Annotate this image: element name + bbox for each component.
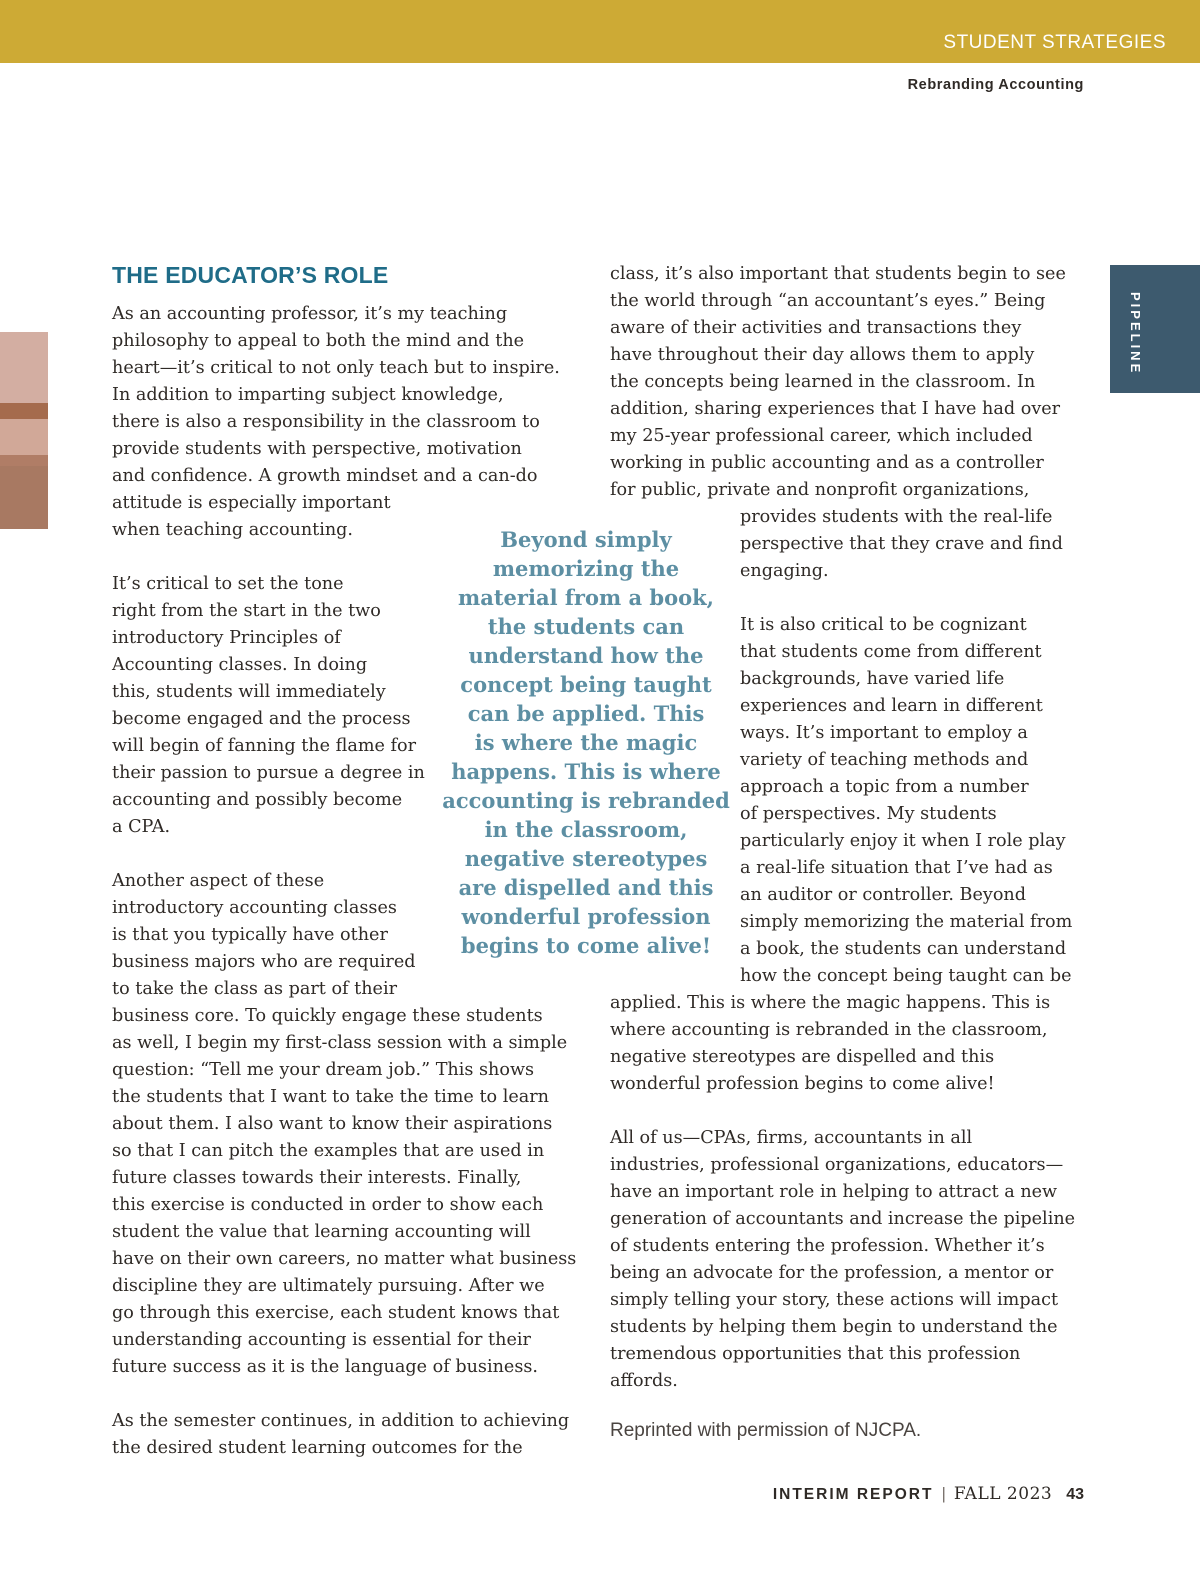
text-line: this, students will immediately: [112, 682, 386, 702]
text-line: question: “Tell me your dream job.” This shows: [112, 1060, 535, 1080]
pull-quote-line: concept being taught: [460, 672, 712, 697]
text-line: simply memorizing the material from: [740, 912, 1073, 932]
pull-quote-line: can be applied. This: [467, 701, 705, 726]
decorative-stripe: [0, 332, 48, 403]
text-line: introductory accounting classes: [112, 898, 397, 918]
text-line: industries, professional organizations, educators—: [610, 1155, 1064, 1175]
text-line: the students that I want to take the time to learn: [112, 1087, 549, 1107]
text-line: a book, the students can understand: [740, 939, 1067, 959]
text-line: provide students with perspective, motivation: [112, 439, 522, 459]
text-line: the concepts being learned in the classroom. In: [610, 372, 1036, 392]
text-line: negative stereotypes are dispelled and this: [610, 1047, 995, 1067]
text-line: will begin of fanning the flame for: [112, 736, 417, 756]
pull-quote-line: understand how the: [468, 643, 704, 668]
text-line: this exercise is conducted in order to show each: [112, 1195, 544, 1215]
text-line: future classes towards their interests. Finally,: [112, 1168, 522, 1188]
decorative-stripe: [0, 403, 48, 419]
publication-name: INTERIM REPORT: [772, 1486, 934, 1503]
pull-quote-line: wonderful profession: [461, 904, 711, 929]
text-line: perspective that they crave and find: [740, 534, 1063, 554]
text-line: backgrounds, have varied life: [740, 669, 1005, 689]
text-line: It’s critical to set the tone: [112, 574, 344, 594]
text-line: Accounting classes. In doing: [112, 655, 368, 675]
text-line: wonderful profession begins to come alive!: [610, 1074, 995, 1094]
text-line: discipline they are ultimately pursuing. After we: [112, 1276, 545, 1296]
text-line: addition, sharing experiences that I have had over: [610, 399, 1061, 419]
text-line: applied. This is where the magic happens. This is: [610, 993, 1051, 1013]
text-line: that students come from different: [740, 642, 1042, 662]
text-line: introductory Principles of: [112, 628, 341, 648]
section-label: STUDENT STRATEGIES: [943, 32, 1166, 53]
text-line: Another aspect of these: [112, 871, 325, 891]
text-line: of students entering the profession. Whether it’s: [610, 1236, 1045, 1256]
footer-separator: |: [941, 1484, 946, 1503]
pull-quote-line: happens. This is where: [451, 759, 721, 784]
pull-quote-line: begins to come alive!: [460, 933, 712, 958]
text-line: how the concept being taught can be: [740, 966, 1072, 986]
text-line: philosophy to appeal to both the mind and the: [112, 331, 525, 351]
text-line: students by helping them begin to understand the: [610, 1317, 1058, 1337]
side-tab: [1110, 265, 1200, 393]
text-line: variety of teaching methods and: [740, 750, 1029, 770]
text-line: a real-life situation that I’ve had as: [740, 858, 1053, 878]
text-line: their passion to pursue a degree in: [112, 763, 425, 783]
text-line: have an important role in helping to attract a new: [610, 1182, 1058, 1202]
pull-quote-line: accounting is rebranded: [442, 788, 730, 813]
text-line: business core. To quickly engage these students: [112, 1006, 543, 1026]
text-line: affords.: [610, 1371, 678, 1391]
pull-quote-line: in the classroom,: [484, 817, 688, 842]
text-line: provides students with the real-life: [740, 507, 1053, 527]
text-line: and confidence. A growth mindset and a can-do: [112, 466, 538, 486]
article-subhead: Rebranding Accounting: [907, 77, 1084, 93]
text-line: tremendous opportunities that this profession: [610, 1344, 1021, 1364]
text-line: simply telling your story, these actions will impact: [610, 1290, 1059, 1310]
section-heading: THE EDUCATOR’S ROLE: [112, 262, 389, 288]
text-line: attitude is especially important: [112, 493, 391, 513]
decorative-stripe: [0, 419, 48, 455]
pull-quote-line: material from a book,: [458, 585, 714, 610]
text-line: heart—it’s critical to not only teach but to inspire.: [112, 358, 560, 378]
text-line: approach a topic from a number: [740, 777, 1029, 797]
decorative-stripe: [0, 455, 48, 466]
text-line: aware of their activities and transactions they: [610, 318, 1022, 338]
text-line: ways. It’s important to employ a: [740, 723, 1028, 743]
text-line: my 25-year professional career, which included: [610, 426, 1033, 446]
text-line: It is also critical to be cognizant: [740, 615, 1027, 635]
text-line: as well, I begin my first-class session with a simple: [112, 1033, 568, 1053]
text-line: As an accounting professor, it’s my teaching: [112, 304, 508, 324]
text-line: business majors who are required: [112, 952, 416, 972]
text-line: a CPA.: [112, 817, 171, 837]
text-line: All of us—CPAs, firms, accountants in all: [610, 1128, 973, 1148]
text-line: generation of accountants and increase the pipeline: [610, 1209, 1076, 1229]
pull-quote-line: Beyond simply: [500, 527, 672, 552]
page-footer: [773, 1484, 1084, 1504]
text-line: the desired student learning outcomes for the: [112, 1438, 523, 1458]
text-line: In addition to imparting subject knowledge,: [112, 385, 504, 405]
text-line: have on their own careers, no matter what business: [112, 1249, 577, 1269]
pull-quote-line: the students can: [487, 614, 685, 639]
text-line: working in public accounting and as a controller: [610, 453, 1044, 473]
pull-quote-line: is where the magic: [474, 730, 698, 755]
text-line: engaging.: [740, 561, 829, 581]
text-line: being an advocate for the profession, a mentor or: [610, 1263, 1054, 1283]
text-line: to take the class as part of their: [112, 979, 397, 999]
text-line: an auditor or controller. Beyond: [740, 885, 1027, 905]
text-line: future success as it is the language of business.: [112, 1357, 538, 1377]
text-line: the world through “an accountant’s eyes.” Being: [610, 291, 1046, 311]
page-number: 43: [1066, 1486, 1084, 1503]
pull-quote-line: are dispelled and this: [458, 875, 714, 900]
text-line: go through this exercise, each student knows that: [112, 1303, 560, 1323]
text-line: when teaching accounting.: [112, 520, 354, 540]
text-line: so that I can pitch the examples that are used in: [112, 1141, 545, 1161]
text-line: particularly enjoy it when I role play: [740, 831, 1066, 851]
side-tab-label: PIPELINE: [1128, 292, 1143, 376]
text-line: class, it’s also important that students begin to see: [610, 264, 1066, 284]
text-line: about them. I also want to know their aspirations: [112, 1114, 553, 1134]
text-line: experiences and learn in different: [740, 696, 1043, 716]
reprint-credit: Reprinted with permission of NJCPA.: [610, 1420, 922, 1441]
text-line: have throughout their day allows them to apply: [610, 345, 1035, 365]
text-line: As the semester continues, in addition to achieving: [112, 1411, 570, 1431]
text-line: for public, private and nonprofit organizations,: [610, 480, 1030, 500]
text-line: become engaged and the process: [112, 709, 411, 729]
issue-season: FALL 2023: [953, 1484, 1053, 1504]
decorative-stripe: [0, 466, 48, 529]
text-line: there is also a responsibility in the classroom to: [112, 412, 540, 432]
text-line: understanding accounting is essential for their: [112, 1330, 531, 1350]
pull-quote-line: memorizing the: [492, 556, 680, 581]
pull-quote-line: negative stereotypes: [464, 846, 708, 871]
text-line: is that you typically have other: [112, 925, 388, 945]
text-line: student the value that learning accounting will: [112, 1222, 531, 1242]
text-line: where accounting is rebranded in the classroom,: [610, 1020, 1048, 1040]
text-line: of perspectives. My students: [740, 804, 997, 824]
text-line: accounting and possibly become: [112, 790, 403, 810]
text-line: right from the start in the two: [112, 601, 381, 621]
